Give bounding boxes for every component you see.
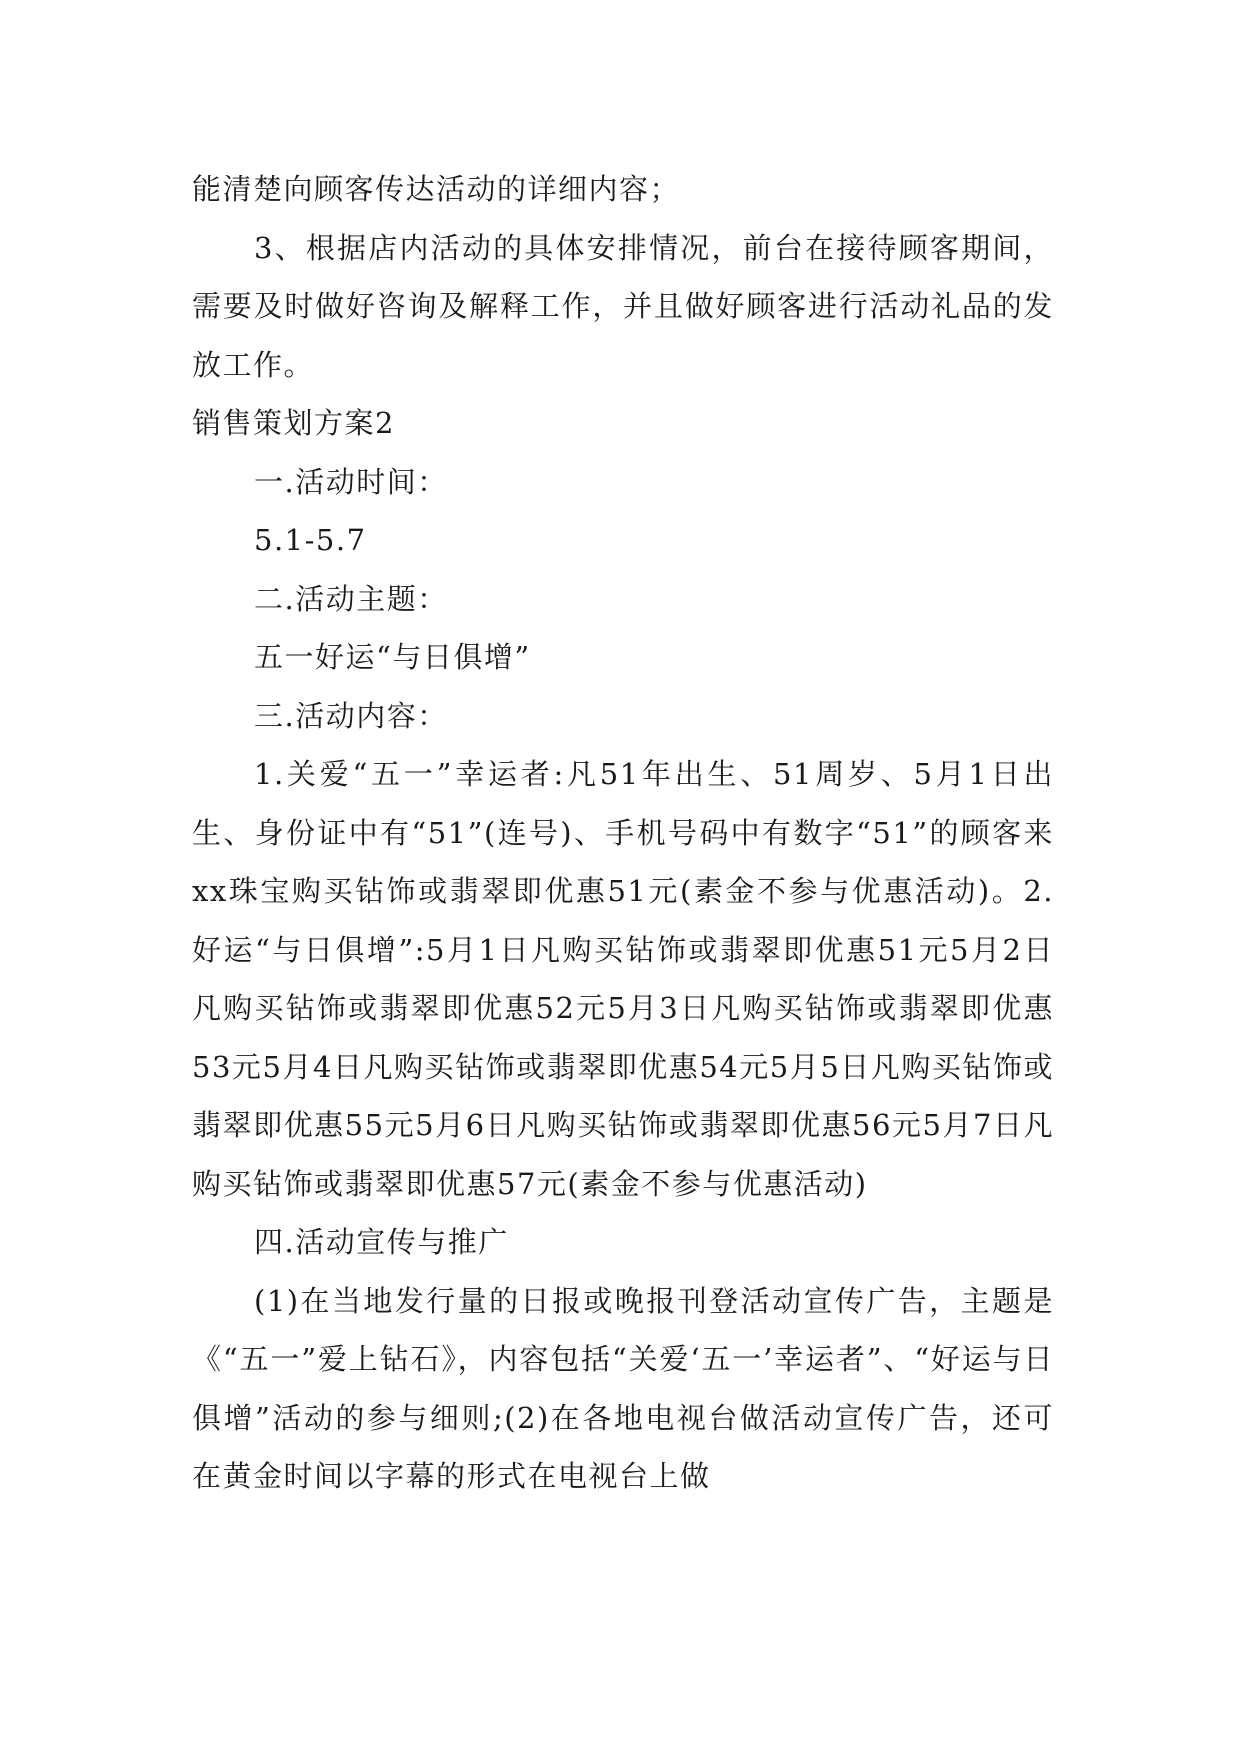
section-heading-plan-2: 销售策划方案2 bbox=[192, 406, 395, 440]
paragraph-intro-continuation: 能清楚向顾客传达活动的详细内容； bbox=[192, 172, 681, 206]
activity-time-value: 5.1-5.7 bbox=[254, 523, 367, 557]
heading-activity-theme: 二.活动主题： bbox=[254, 581, 448, 616]
activity-content-body: 1.关爱“五一”幸运者:凡51年出生、51周岁、5月1日出生、身份证中有“51”(连号)、手机号码中有数字“51”的顾客来xx珠宝购买钻饰或翡翠即优惠51元(素金不参与优惠活动)。2.好运“与日俱增”:5月1日凡购买钻饰或翡翠即优惠51元5月2日凡购买钻饰或翡翠即优惠52元5月3日凡购买钻饰或翡翠即优惠53元5月4日凡购买钻饰或翡翠即优惠54元5月5日凡购买钻饰或翡翠即优惠55元5月6日凡购买钻饰或翡翠即优惠56元5月7日凡购买钻饰或翡翠即优惠57元(素金不参与优惠活动) bbox=[192, 757, 1054, 1201]
heading-activity-time: 一.活动时间： bbox=[254, 464, 448, 499]
heading-promotion: 四.活动宣传与推广 bbox=[254, 1225, 509, 1259]
heading-activity-content: 三.活动内容： bbox=[254, 698, 448, 733]
paragraph-item-3: 3、根据店内活动的具体安排情况，前台在接待顾客期间，需要及时做好咨询及解释工作，并且做好顾客进行活动礼品的发放工作。 bbox=[192, 230, 1054, 382]
document-body bbox=[192, 160, 1054, 1506]
promotion-body: (1)在当地发行量的日报或晚报刊登活动宣传广告，主题是《“五一”爱上钻石》，内容包括“关爱‘五一’幸运者”、“好运与日俱增”活动的参与细则;(2)在各地电视台做活动宣传广告，还可在黄金时间以字幕的形式在电视台上做 bbox=[192, 1283, 1054, 1493]
activity-theme-value: 五一好运“与日俱增” bbox=[254, 640, 531, 674]
